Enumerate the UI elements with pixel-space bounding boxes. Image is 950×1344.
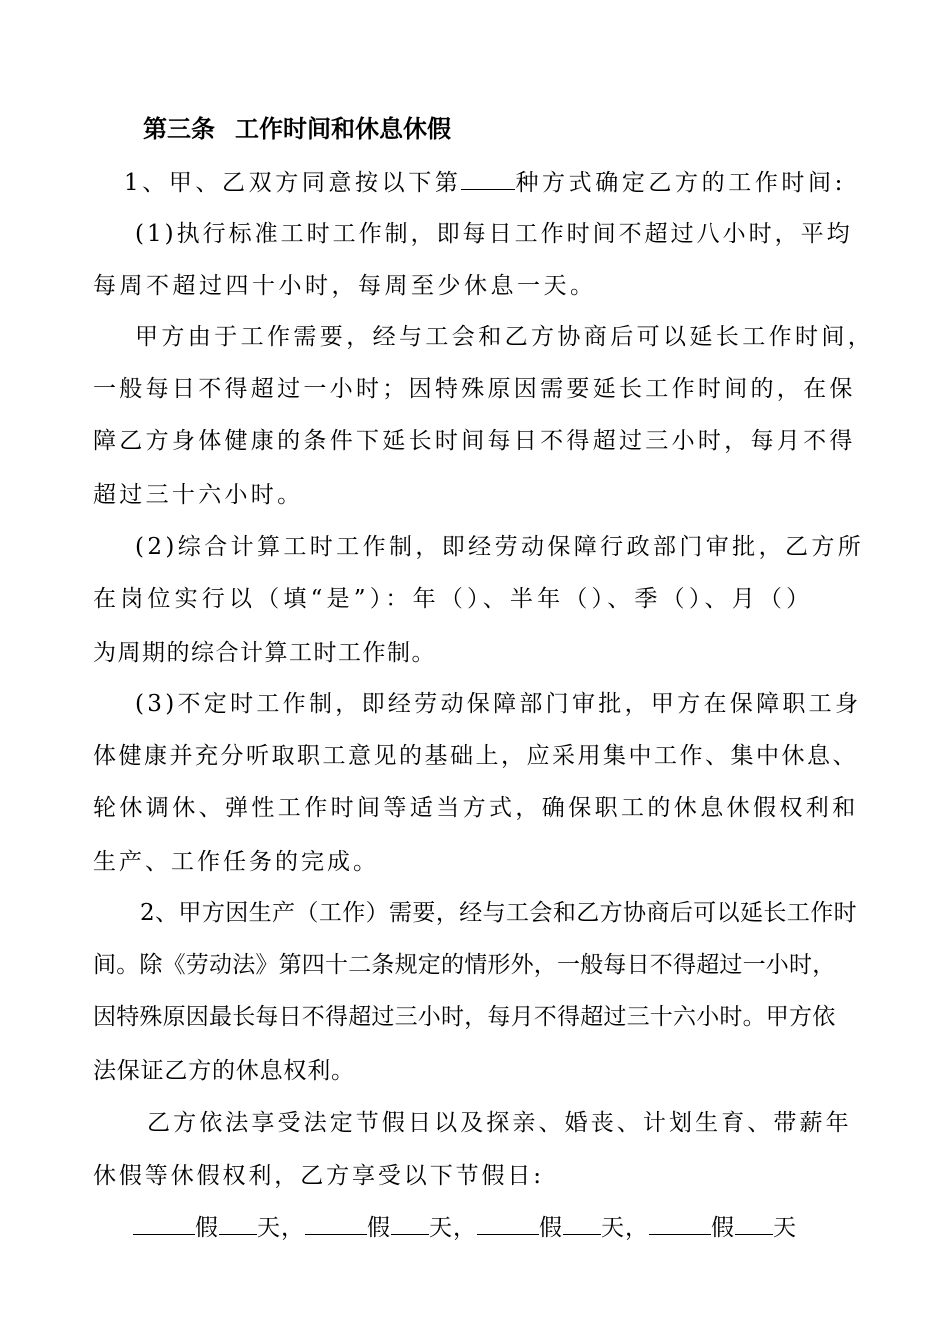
paragraph-line: 因特殊原因最长每日不得超过三小时，每月不得超过三十六小时。甲方依 [93,1004,836,1030]
article-heading [143,112,451,146]
method-number-blank[interactable] [461,167,515,190]
paragraph-line: 2、甲方因生产（工作）需要，经与工会和乙方协商后可以延长工作时 [140,900,858,926]
holiday-tian-label: 天， [601,1215,649,1241]
paragraph-line: 休假等休假权利，乙方享受以下节假日: [93,1163,544,1189]
paragraph-line: 障乙方身体健康的条件下延长时间每日不得超过三小时，每月不得 [93,428,856,454]
holiday-name-blank[interactable] [133,1212,195,1235]
paragraph-line: 超过三十六小时。 [93,482,304,508]
holiday-days-blank[interactable] [219,1212,257,1235]
holiday-name-blank[interactable] [477,1212,539,1235]
paragraph-line: (3)不定时工作制，即经劳动保障部门审批，甲方在保障职工身 [135,691,862,717]
paragraph-line: 法保证乙方的休息权利。 [93,1058,355,1084]
holiday-tian-label: 天， [429,1215,477,1241]
holiday-days-blank[interactable] [735,1212,773,1235]
holiday-tian-label: 天 [773,1215,797,1241]
holiday-days-blank[interactable] [391,1212,429,1235]
paragraph-line: 间。除《劳动法》第四十二条规定的情形外，一般每日不得超过一小时， [93,952,836,978]
article-number: 第三条 [143,115,215,143]
paragraph-line: 为周期的综合计算工时工作制。 [93,640,436,666]
paragraph-line: 生产、工作任务的完成。 [93,849,379,875]
paragraph-line: 在岗位实行以（填“是”）：年（）、半年（）、季（）、月（） [93,586,814,612]
holiday-name-blank[interactable] [305,1212,367,1235]
holiday-jia-label: 假 [711,1215,735,1241]
holiday-jia-label: 假 [195,1215,219,1241]
paragraph-line: 每周不超过四十小时，每周至少休息一天。 [93,273,597,299]
holiday-jia-label: 假 [367,1215,391,1241]
article-title: 工作时间和休息休假 [235,115,451,143]
paragraph-line: (2)综合计算工时工作制，即经劳动保障行政部门审批，乙方所 [135,534,865,560]
clause-1-text-before: 1、甲、乙双方同意按以下第 [124,170,462,196]
paragraph-line: 甲方由于工作需要，经与工会和乙方协商后可以延长工作时间， [135,324,875,350]
paragraph-line: 一般每日不得超过一小时；因特殊原因需要延长工作时间的，在保 [93,376,856,402]
paragraph-line: (1)执行标准工时工作制，即每日工作时间不超过八小时，平均 [135,221,853,247]
holiday-days-blank[interactable] [563,1212,601,1235]
paragraph-line: 乙方依法享受法定节假日以及探亲、婚丧、计划生育、带薪年 [147,1110,852,1136]
clause-1-text-after: 种方式确定乙方的工作时间: [515,170,846,196]
holiday-name-blank[interactable] [649,1212,711,1235]
holiday-jia-label: 假 [539,1215,563,1241]
paragraph-line: 轮休调休、弹性工作时间等适当方式，确保职工的休息休假权利和 [93,795,859,821]
paragraph-line: 体健康并充分听取职工意见的基础上，应采用集中工作、集中休息、 [93,743,858,769]
holiday-tian-label: 天， [257,1215,305,1241]
holiday-blanks-line [133,1212,797,1244]
clause-1-line [124,167,846,199]
